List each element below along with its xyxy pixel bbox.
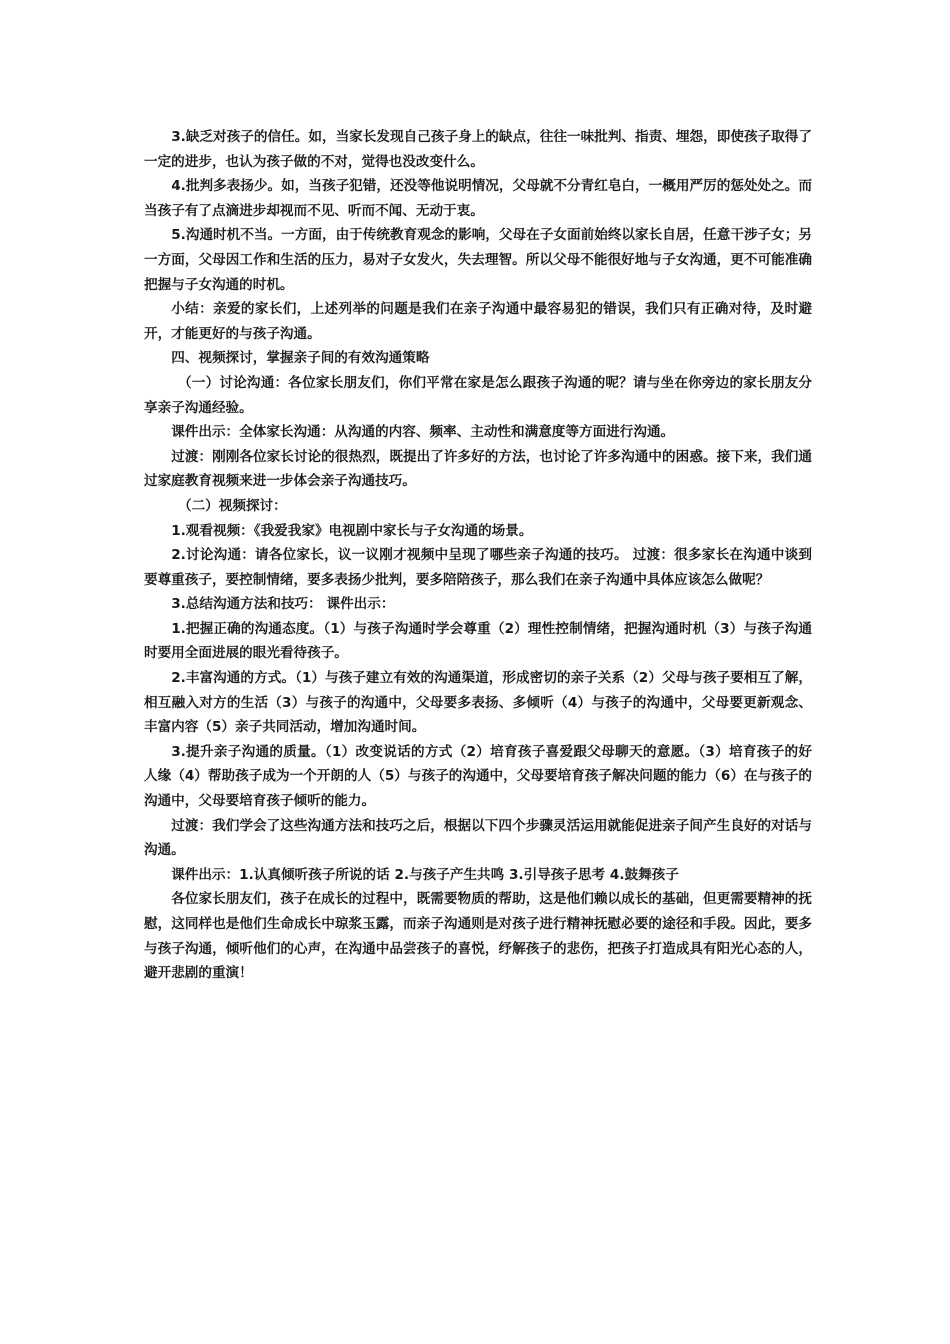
paragraph-method-2: 2.丰富沟通的方式。（1）与孩子建立有效的沟通渠道，形成密切的亲子关系（2）父母与孩子要相互了解，相互融入对方的生活（3）与孩子的沟通中，父母要多表扬、多倾听（4）与孩子的沟通中，父母要更新观念、丰富内容（5）亲子共同活动，增加沟通时间。: [144, 670, 812, 736]
paragraph-discuss-video: 2.讨论沟通：请各位家长，议一议刚才视频中呈现了哪些亲子沟通的技巧。 过渡：很多家长在沟通中谈到要尊重孩子，要控制情绪，要多表扬少批判，要多陪陪孩子，那么我们在亲子沟通中具体应该怎么做呢？: [144, 547, 812, 588]
paragraph-courseware-2: 课件出示：1.认真倾听孩子所说的话 2.与孩子产生共鸣 3.引导孩子思考 4.鼓舞孩子: [171, 866, 679, 883]
document-page: [144, 125, 812, 986]
paragraph-summary: 小结：亲爱的家长们，上述列举的问题是我们在亲子沟通中最容易犯的错误，我们只有正确对待，及时避开，才能更好的与孩子沟通。: [144, 301, 812, 342]
paragraph-summary-methods: 3.总结沟通方法和技巧： 课件出示：: [171, 596, 395, 613]
paragraph-transition-1: 过渡：刚刚各位家长讨论的很热烈，既提出了许多好的方法，也讨论了许多沟通中的困惑。接下来，我们通过家庭教育视频来进一步体会亲子沟通技巧。: [144, 448, 812, 490]
paragraph-discussion: （一）讨论沟通：各位家长朋友们，你们平常在家是怎么跟孩子沟通的呢？请与坐在你旁边的家长朋友分享亲子沟通经验。: [144, 374, 812, 416]
paragraph-lack-of-trust: 3.缺乏对孩子的信任。如，当家长发现自己孩子身上的缺点，往往一味批判、指责、埋怨，即使孩子取得了一定的进步，也认为孩子做的不对，觉得也没改变什么。: [144, 129, 812, 170]
paragraph-bad-timing: 5.沟通时机不当。一方面，由于传统教育观念的影响，父母在子女面前始终以家长自居，任意干涉子女；另一方面，父母因工作和生活的压力，易对子女发火，失去理智。所以父母不能很好地与子女沟通，更不可能准确把握与子女沟通的时机。: [144, 227, 812, 293]
paragraph-more-criticism: 4.批判多表扬少。如，当孩子犯错，还没等他说明情况，父母就不分青红皂白，一概用严厉的惩处处之。而当孩子有了点滴进步却视而不见、听而不闻、无动于衷。: [144, 178, 812, 219]
subheading-video: （二）视频探讨：: [178, 497, 287, 514]
paragraph-conclusion: 各位家长朋友们，孩子在成长的过程中，既需要物质的帮助，这是他们赖以成长的基础，但更需要精神的抚慰，这同样也是他们生命成长中琼浆玉露，而亲子沟通则是对孩子进行精神抚慰必要的途径和手段。因此，要多与孩子沟通，倾听他们的心声，在沟通中品尝孩子的喜悦，纾解孩子的悲伤，把孩子打造成具有阳光心态的人，避开悲剧的重演！: [144, 891, 812, 982]
paragraph-transition-2: 过渡：我们学会了这些沟通方法和技巧之后，根据以下四个步骤灵活运用就能促进亲子间产生良好的对话与沟通。: [144, 817, 812, 859]
paragraph-courseware-1: 课件出示：全体家长沟通：从沟通的内容、频率、主动性和满意度等方面进行沟通。: [171, 424, 675, 441]
paragraph-method-3: 3.提升亲子沟通的质量。（1）改变说话的方式（2）培育孩子喜爱跟父母聊天的意愿。（3）培育孩子的好人缘（4）帮助孩子成为一个开朗的人（5）与孩子的沟通中，父母要培育孩子解决问题的能力（6）在与孩子的沟通中，父母要培育孩子倾听的能力。: [144, 743, 812, 810]
paragraph-method-1: 1.把握正确的沟通态度。（1）与孩子沟通时学会尊重（2）理性控制情绪，把握沟通时机（3）与孩子沟通时要用全面进展的眼光看待孩子。: [144, 620, 812, 662]
paragraph-watch-video: 1.观看视频：《我爱我家》电视剧中家长与子女沟通的场景。: [171, 522, 533, 539]
section-heading-four: 四、视频探讨，掌握亲子间的有效沟通策略: [171, 350, 430, 367]
